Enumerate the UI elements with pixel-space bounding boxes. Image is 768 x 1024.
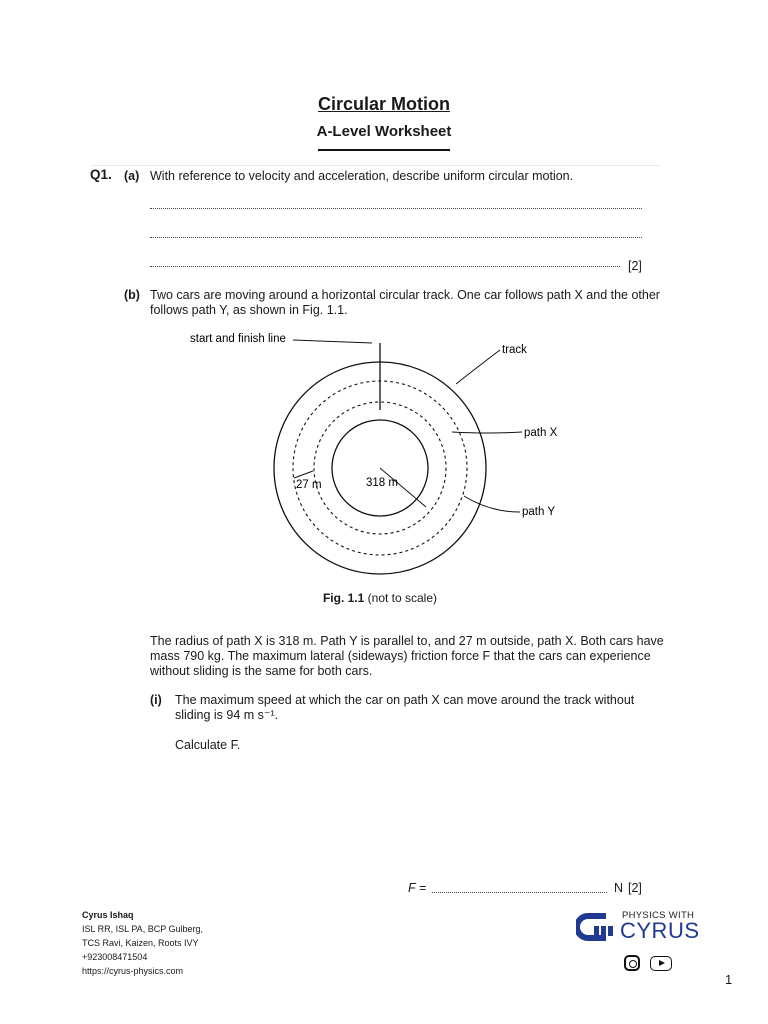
path-y-label: path Y [522, 506, 556, 518]
part-i-line-1: The maximum speed at which the car on path X can move around the track without [175, 693, 635, 707]
part-i-line-2: sliding is 94 m s⁻¹. [175, 708, 279, 722]
footer-line-2: TCS Ravi, Kaizen, Roots IVY [82, 938, 199, 948]
path-x-leader [452, 432, 522, 433]
para-line-3: without sliding is the same for both cars. [150, 664, 373, 678]
part-b-label: (b) [124, 288, 140, 302]
part-i-marks: [2] [628, 881, 642, 895]
question-number: Q1. [90, 167, 112, 182]
answer-prefix: F = [408, 881, 427, 895]
page-number: 1 [725, 972, 733, 987]
figure-caption [0, 591, 760, 605]
caption-rest: (not to scale) [364, 591, 438, 605]
logo-top-text: PHYSICS WITH [622, 910, 695, 921]
logo-main-text: CYRUS [620, 918, 700, 943]
logo [576, 910, 706, 946]
path-x-label: path X [524, 427, 558, 439]
answer-field[interactable] [432, 892, 607, 893]
part-b-line-1: Two cars are moving around a horizontal circular track. One car follows path X and the other [150, 288, 660, 302]
part-a-label: (a) [124, 169, 140, 183]
answer-unit: N [614, 881, 624, 895]
logo-mark-icon [576, 912, 622, 944]
instagram-icon[interactable] [624, 955, 640, 971]
author-name: Cyrus Ishaq [82, 910, 134, 920]
youtube-icon[interactable] [650, 956, 672, 971]
part-a-marks: [2] [628, 259, 642, 273]
gap-arrow [294, 471, 313, 478]
path-y-leader [464, 496, 520, 512]
start-leader-line [293, 340, 372, 343]
radius-label: 318 m [366, 477, 398, 489]
part-a-text: With reference to velocity and acceleration, describe uniform circular motion. [150, 169, 574, 183]
footer-line-1: ISL RR, ISL PA, BCP Gulberg, [82, 924, 204, 934]
footer-website[interactable]: https://cyrus-physics.com [82, 966, 184, 976]
part-i-label: (i) [150, 693, 162, 707]
track-label: track [502, 344, 527, 356]
part-i-instruction: Calculate F. [175, 738, 241, 752]
caption-bold: Fig. 1.1 [322, 591, 365, 605]
footer-contact [82, 908, 203, 978]
part-b-line-2: follows path Y, as shown in Fig. 1.1. [150, 303, 348, 317]
gap-label: 27 m [296, 479, 322, 491]
footer-phone: +923008471504 [82, 952, 148, 962]
para-line-2: mass 790 kg. The maximum lateral (sideways) friction force F that the cars can experience [150, 649, 651, 663]
track-leader [456, 350, 500, 384]
para-line-1: The radius of path X is 318 m. Path Y is parallel to, and 27 m outside, path X. Both cars have [150, 634, 664, 648]
start-finish-label: start and finish line [190, 333, 286, 345]
page-subtitle: A-Level Worksheet [316, 123, 452, 140]
page-title: Circular Motion [317, 94, 450, 114]
